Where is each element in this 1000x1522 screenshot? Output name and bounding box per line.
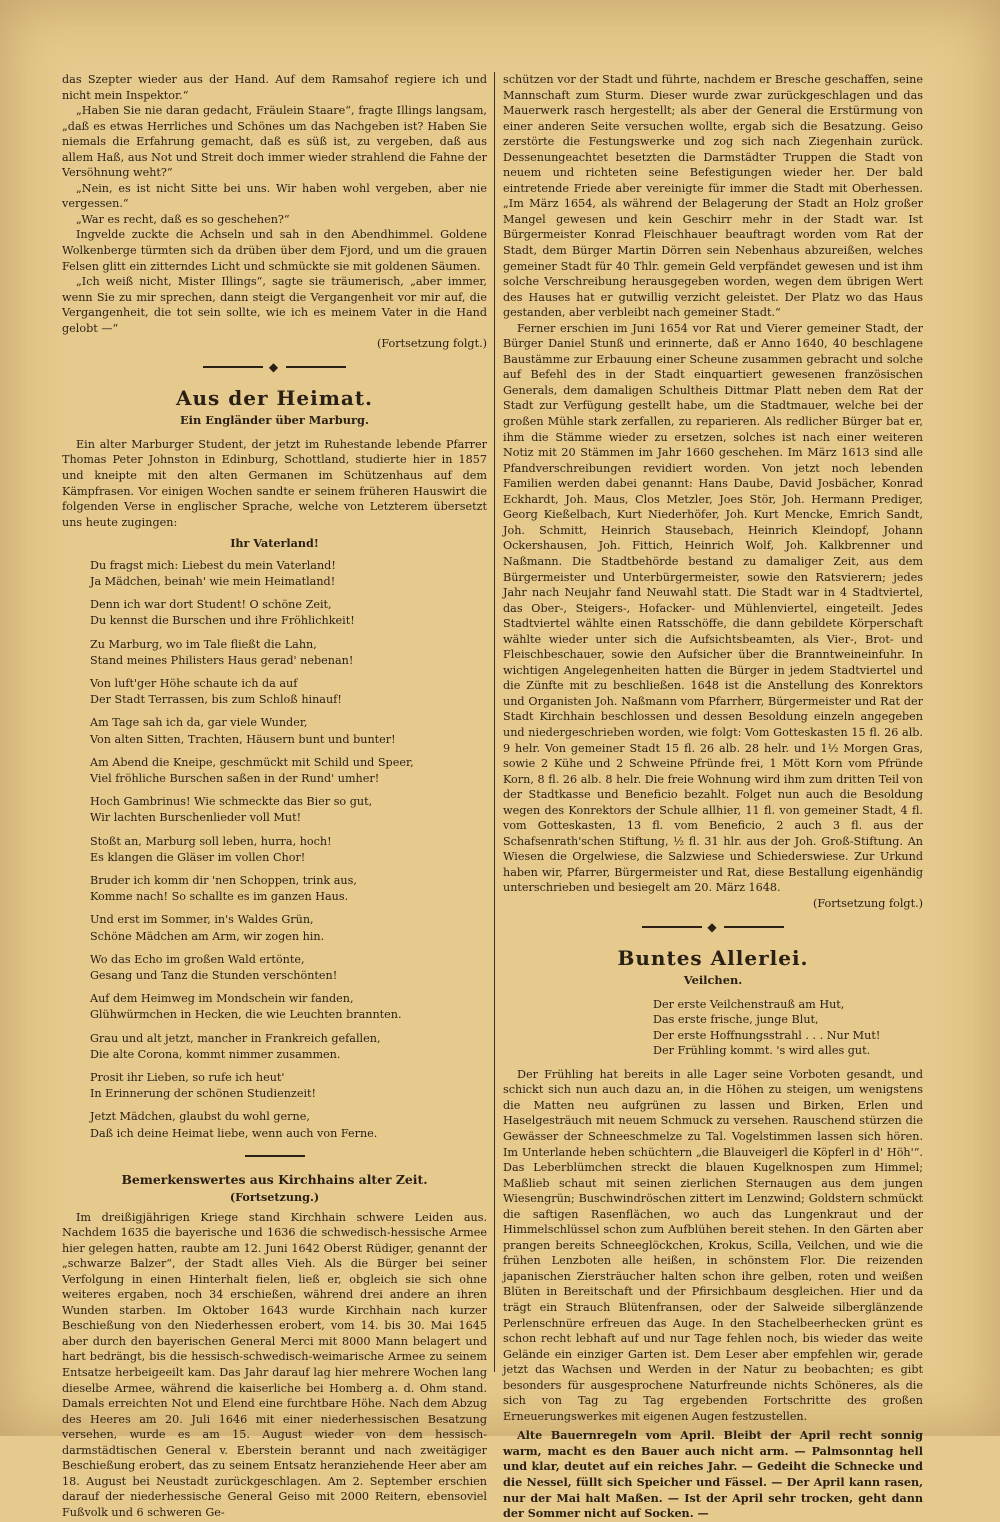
poem-line: Grau und alt jetzt, mancher in Frankreich gefallen, [90,1031,381,1045]
poem-stanza [90,676,487,708]
divider-ornament: ◆ [503,920,923,936]
section-subtitle: Ein Engländer über Marburg. [180,413,369,428]
divider-ornament: ◆ [62,360,487,376]
novel-paragraph: das Szepter wieder aus der Hand. Auf dem Ramsahof regiere ich und nicht mein Inspektor.“ [62,73,487,102]
poem-line: Prosit ihr Lieben, so rufe ich heut' [90,1071,285,1085]
poem-line: Am Abend die Kneipe, geschmückt mit Schild und Speer, [90,755,414,769]
poem-line: Der Frühling kommt. 's wird alles gut. [653,1044,871,1058]
poem-line: Hoch Gambrinus! Wie schmeckte das Bier so gut, [90,795,373,809]
poem-stanza [90,1070,487,1102]
poem-stanza [90,558,487,590]
poem-stanza [90,597,487,629]
poem-line: Es klangen die Gläser im vollen Chor! [90,850,306,864]
section-title-heimat: Aus der Heimat. [175,386,374,411]
poem-stanza [90,991,487,1023]
poem-line: Von alten Sitten, Trachten, Häusern bunt und bunter! [90,732,396,746]
history-paragraph: Im dreißigjährigen Kriege stand Kirchhain schwere Leiden aus. Nachdem 1635 die bayerische und 1636 die schwedisch-hessische Armee hier gelegen hatten, raubte am 12. Juni 1642 Oberst Rüdiger, genannt der „schwarze Balzer“, der Stadt alles Vieh. Als die Bürger bei seiner Verfolgung in einen Hinterhalt fielen, ließ er, obgleich sie sich ohne weiteres ergaben, noch 34 erschießen, während drei andere an ihren Wunden starben. Im Oktober 1643 wurde Kirchhain nach kurzer Beschießung von den Niederhessen erobert, vom 14. bis 30. Mai 1645 aber durch den bayerischen General Merci mit 8000 Mann belagert und hart bedrängt, bis die hessisch-schwedisch-weimarische Armee zu seinem Entsatze herbeigeeilt kam. Das Jahr darauf lag hier mehrere Wochen lang dieselbe Armee, während die kaiserliche bei Homberg a. d. Ohm stand. Damals erreichten Not und Elend eine furchtbare Höhe. Nach dem Abzug des Heeres am 20. Juli 1646 mit einer niederhessischen Besatzung versehen, wurde es am 15. August wieder von dem hessisch-darmstädtischen General v. Eberstein berannt und nach zweitägiger Beschießung erobert, das zu seinem Entsatz heranziehende Heer aber am 18. August bei Neustadt zurückgeschlagen. Am 2. September erschien darauf der niederhessische General Geiso mit 2000 Reitern, ebensoviel Fußvolk und 6 schweren Ge- [62,1210,487,1519]
poem-line: Glühwürmchen in Hecken, die wie Leuchten brannten. [90,1008,402,1022]
poem-line: Das erste frische, junge Blut, [653,1013,819,1027]
continuation-note: (Fortsetzung folgt.) [376,337,487,351]
section-title-allerlei: Buntes Allerlei. [617,946,809,971]
poem-line: Wir lachten Burschenlieder voll Mut! [90,811,302,825]
poem-stanza [90,755,487,787]
poem-line: Wo das Echo im großen Wald ertönte, [90,952,305,966]
left-column [62,72,487,1520]
poem-stanza [90,637,487,669]
continuation-note: (Fortsetzung.) [229,1189,320,1204]
poem-line: Stoßt an, Marburg soll leben, hurra, hoch! [90,834,332,848]
poem-line: Zu Marburg, wo im Tale fließt die Lahn, [90,637,317,651]
poem-title: Veilchen. [683,973,743,988]
poem-stanza [90,1109,487,1141]
poem [653,997,923,1059]
poem-line: Du kennst die Burschen und ihre Fröhlichkeit! [90,614,355,628]
novel-paragraph: „War es recht, daß es so geschehen?“ [76,212,290,226]
history-paragraph: schützen vor der Stadt und führte, nachdem er Bresche geschaffen, seine Mannschaft zum Sturm. Dieser wurde zwar zurückgeschlagen und das Mauerwerk rasch hergestellt; als aber der General die Erstürmung von einer anderen Seite versuchen wollte, ergab sich die Besatzung. Geiso zerstörte die Festungswerke und zog sich nach Ziegenhain zurück. Dessenungeachtet besetzten die Darmstädter Truppen die Stadt von neuem und richteten seine Befestigungen wieder her. Der bald eintretende Friede aber vereinigte für immer die Stadt mit Oberhessen. „Im März 1654, als während der Belagerung der Stadt an Holz großer Mangel gewesen und kein Geschirr mehr in der Stadt war. Ist Bürgermeister Konrad Fleischhauer beauftragt worden vom Rat der Stadt, dem Bürger Martin Dörren sein Nebenhaus abzureißen, welches gemeiner Stadt für 40 Thlr. gemein Geld verpfändet gewesen und ist ihm solche Verschreibung herausgegeben worden, wegen dem übrigen Wert des Hauses hat er gutwillig verzicht geleistet. Der Platz wo das Haus gestanden, aber verbleibt nach gemeiner Stadt.“ [503,73,923,320]
poem-line: Du fragst mich: Liebest du mein Vaterland! [90,558,336,572]
poem-line: Die alte Corona, kommt nimmer zusammen. [90,1047,341,1061]
novel-paragraph: Ingvelde zuckte die Achseln und sah in den Abendhimmel. Goldene Wolkenberge türmten sich da drüben über dem Fjord, und um die grauen Felsen glitt ein zitterndes Licht und schmückte sie mit goldenen Säumen. [62,228,487,273]
column-divider [494,72,495,1372]
poem-line: Denn ich war dort Student! O schöne Zeit, [90,598,332,612]
poem-stanza [90,794,487,826]
poem-line: Auf dem Heimweg im Mondschein wir fanden, [90,992,354,1006]
poem-stanza [90,834,487,866]
poem-line: Am Tage sah ich da, gar viele Wunder, [90,716,308,730]
poem-line: Stand meines Philisters Haus gerad' nebenan! [90,653,354,667]
poem-stanza [90,912,487,944]
poem-stanza [90,873,487,905]
divider-ornament [62,1149,487,1165]
poem-line: Von luft'ger Höhe schaute ich da auf [90,676,298,690]
section-title-kirchhain: Bemerkenswertes aus Kirchhains alter Zeit. [121,1172,428,1188]
poem-line: Komme nach! So schallte es im ganzen Haus. [90,890,349,904]
poem-line: Der Stadt Terrassen, bis zum Schloß hinauf! [90,693,342,707]
poem-line: Viel fröhliche Burschen saßen in der Rund' umher! [90,772,380,785]
article-paragraph: Alte Bauernregeln vom April. Bleibt der April recht sonnig warm, macht es den Bauer auch nicht arm. — Palmsonntag hell und klar, deutet auf ein reiches Jahr. — Gedeiht die Schnecke und die Nessel, füllt sich Speicher und Fässel. — Der April kann rasen, nur der Mai halt Maßen. — Ist der April sehr trocken, geht dann der Sommer nicht auf Socken. — [503,1428,923,1521]
poem [62,558,487,1142]
continuation-note: (Fortsetzung folgt.) [812,896,923,910]
poem-stanza [90,715,487,747]
novel-paragraph: „Nein, es ist nicht Sitte bei uns. Wir haben wohl vergeben, aber nie vergessen.“ [62,181,487,211]
poem-line: Bruder ich komm dir 'nen Schoppen, trink aus, [90,874,357,888]
poem-line: Daß ich deine Heimat liebe, wenn auch von Ferne. [90,1126,378,1140]
poem-line: In Erinnerung der schönen Studienzeit! [90,1087,317,1101]
article-paragraph: Der Frühling hat bereits in alle Lager seine Vorboten gesandt, und schickt sich nun auch dazu an, in die Höhen zu steigen, um wenigstens die Matten neu aufgrünen zu lassen und Birken, Erlen und Haselgesträuch mit neuem Schmuck zu versehen. Rauschend stürzen die Gewässer der Schneeschmelze zu Tal. Vogelstimmen lassen sich hören. Im Unterlande heben schüchtern „die Blauveigerl die Köpferl in d' Höh'“. Das Leberblümchen streckt die blauen Kugelknospen zum Himmel; Maßlieb schaut mit seinen zierlichen Sternaugen aus dem jungen Wiesengrün; Buschwindröschen zittert im Lenzwind; Goldstern schmückt die saftigen Rasenflächen, wo auch das Lungenkraut und der Himmelschlüssel schon zum Aufblühen bereit stehen. In den Gärten aber prangen bereits Schneeglöckchen, Krokus, Scilla, Veilchen, und wie die frühen Lenzboten alle heißen, in schönstem Flor. Die reizenden japanischen Ziersträucher halten schon ihre gelben, roten und weißen Blüten in Bereitschaft und der Pfirsichbaum desgleichen. Hier und da trägt ein Strauch Blütenfransen, oder der Salweide silberglänzende Perlenschnüre erfreuen das Auge. In den Stachelbeerhecken grünt es schon recht lebhaft auf und nur Tage fehlen noch, bis wieder das weite Gelände ein einziger Garten ist. Dem Leser aber empfehlen wir, gerade jetzt das Wachsen und Werden in der Natur zu beobachten; es gibt besonders für ausgesprochene Naturfreunde nichts Schöneres, als die sich von Tag zu Tag ergebenden Fortschritte des großen Erneuerungswerkes mit eigenen Augen festzustellen. [503,1067,923,1423]
poem-title: Ihr Vaterland! [230,536,319,551]
poem-line: Der erste Veilchenstrauß am Hut, [653,997,845,1011]
right-column [503,72,923,1522]
poem-line: Ja Mädchen, beinah' wie mein Heimatland! [90,574,336,588]
poem-line: Jetzt Mädchen, glaubst du wohl gerne, [90,1110,310,1124]
intro-paragraph: Ein alter Marburger Student, der jetzt im Ruhestande lebende Pfarrer Thomas Peter Johnston in Edinburg, Schottland, studierte hier in 1857 und kneipte mit den alten Germanen im Schützenhaus auf dem Kämpfrasen. Vor einigen Wochen sandte er seinem früheren Hauswirt die folgenden Verse in englischer Sprache, welche von Letzterem übersetzt uns heute zugingen: [62,437,487,529]
history-paragraph: Ferner erschien im Juni 1654 vor Rat und Vierer gemeiner Stadt, der Bürger Daniel Stunß und erinnerte, daß er Anno 1640, 40 beschlagene Baustämme zur Erbauung einer Scheune zusammen gebracht und solche auf Befehl des in der Stadt einquartiert gewesenen französischen Generals, dem damaligen Schultheis Dittmar Platt neben dem Rat der Stadt zur Verfügung gestellt habe, um die Stadtmauer, welche bei der großen Mühle stark zerfallen, zu reparieren. Als redlicher Bürger bat er, ihm die Stämme wieder zu ersetzen, solches ist nach einer weiteren Notiz mit 20 Stämmen im Jahr 1660 geschehen. Im März 1613 sind alle Pfandverschreibungen revidiert worden. Von jetzt noch lebenden Familien werden dabei genannt: Hans Daube, David Josbächer, Konrad Eckhardt, Joh. Maus, Clos Metzler, Joes Stör, Joh. Hermann Prediger, Georg Kießelbach, Kurt Niederhöfer, Joh. Kurt Mencke, Emrich Sandt, Joh. Schmitt, Heinrich Stausebach, Heinrich Kleindopf, Johann Ockershausen, Joh. Fittich, Heinrich Wolf, Joh. Kalkbrenner und Naßmann. Die Stadtbehörde bestand zu damaliger Zeit, aus dem Bürgermeister und Unterbürgermeister, sowie den Ratsvierern; jedes Jahr nach Neujahr fand Neuwahl statt. Die Stadt war in 4 Stadtviertel, das Ober-, Steigers-, Hofacker- und Mühlenviertel, eingeteilt. Jedes Stadtviertel wählte einen Ratsschöffe, die dann gebildete Körperschaft wählte wieder unter sich die Aufsichtsbeamten, als Vier-, Brot- und Fleischbeschauer, sowie den Aufsicher über die Branntweineinfuhr. In wichtigen Angelegenheiten hatten die Bürger in jedem Stadtviertel und die Zünfte mit zu beschließen. 1648 ist die Anstellung des Konrektors und Organisten Joh. Naßmann vom Pfarrherr, Bürgermeister und Rat der Stadt Kirchhain beschlossen und dessen Besoldung einzeln angegeben und niedergeschrieben worden, wie folgt: Vom Gotteskasten 15 fl. 26 alb. 9 helr. Von gemeiner Stadt 15 fl. 26 alb. 28 helr. und 1½ Morgen Gras, sowie 2 Kühe und 2 Schweine Pfründe frei, 1 Mött Korn vom Pfründe Korn, 8 fl. 26 alb. 8 helr. Die freie Wohnung wird ihm zum dritten Teil von der Stadtkasse und Beneficio bezahlt. Folget nun auch die Besoldung wegen des Konrektors der Schule allhier, 11 fl. von gemeiner Stadt, 4 fl. vom Gotteskasten, 13 fl. vom Beneficio, 2 auch 3 fl. aus der Schafsenrath'schen Stiftung, ½ fl. 31 hlr. aus der Joh. Groß-Stiftung. An Wiesen die Orgelwiese, die Salzwiese und Schiederswiese. Zur Urkund haben wir, Pfarrer, Bürgermeister und Rat, diese Bestallung eigenhändig unterschrieben und besiegelt am 20. März 1648. [503,321,923,895]
poem-stanza [90,1031,487,1063]
novel-paragraph: „Ich weiß nicht, Mister Illings“, sagte sie träumerisch, „aber immer, wenn Sie zu mir sprechen, dann steigt die Vergangenheit vor mir auf, die Vergangenheit, die tot sein sollte, wie ich es meinem Vater in die Hand gelobt —“ [62,275,487,335]
poem-line: Schöne Mädchen am Arm, wir zogen hin. [90,929,325,943]
poem-line: Gesang und Tanz die Stunden verschönten! [90,969,338,983]
poem-stanza [90,952,487,984]
poem-line: Der erste Hoffnungsstrahl . . . Nur Mut! [653,1028,881,1042]
poem-line: Und erst im Sommer, in's Waldes Grün, [90,913,314,927]
novel-paragraph: „Haben Sie nie daran gedacht, Fräulein Staare“, fragte Illings langsam, „daß es etwas Herrliches und Schönes um das Nachgeben ist? Haben Sie niemals die Erfahrung gemacht, daß es süß ist, zu vergeben, daß aus allem Haß, aus Not und Streit doch immer wieder strahlend die Fahne der Versöhnung weht?“ [62,104,487,180]
